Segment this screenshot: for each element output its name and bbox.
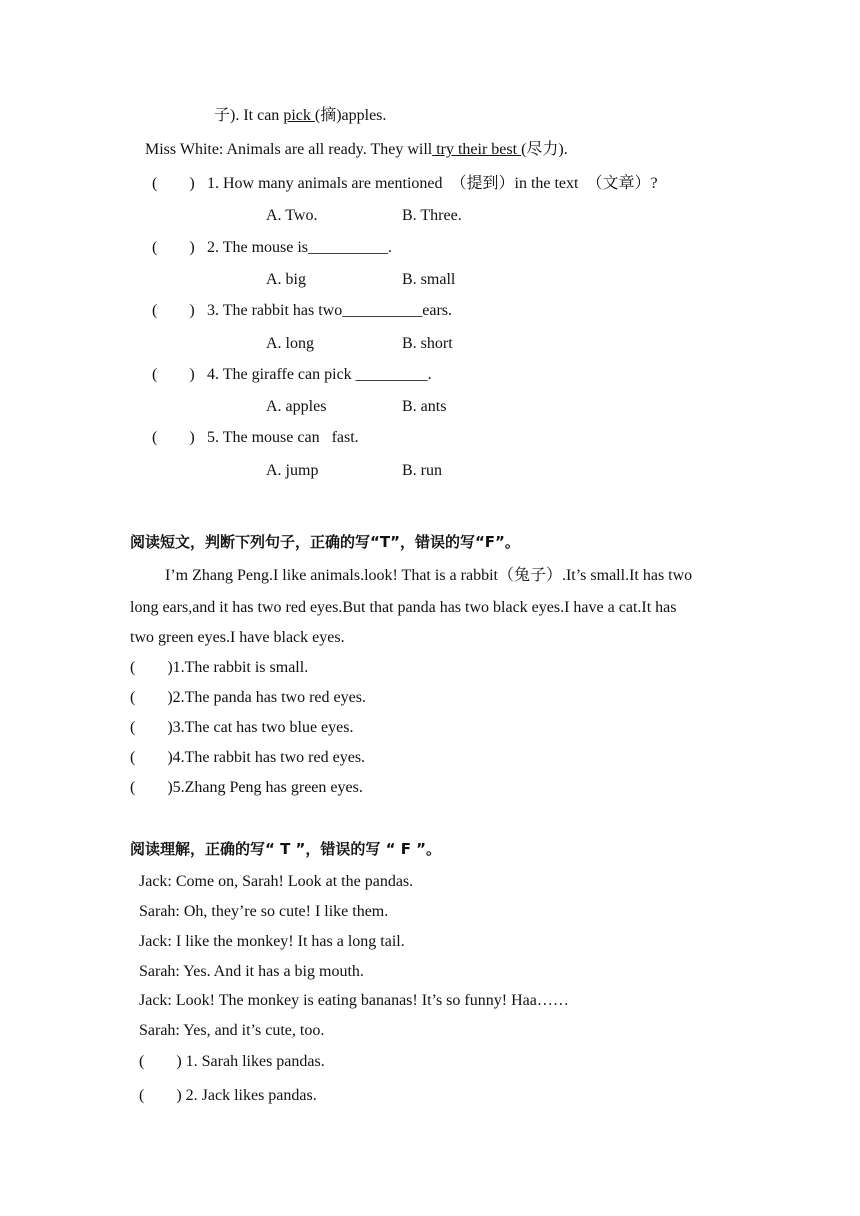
tf-item[interactable]: ( )1.The rabbit is small. [130, 659, 309, 676]
option-b: B. small [402, 271, 456, 288]
question-text: 3. The rabbit has two__________ears. [207, 302, 452, 319]
tf-item[interactable]: ( )3.The cat has two blue eyes. [130, 719, 354, 736]
tf-item[interactable]: ( ) 2. Jack likes pandas. [139, 1087, 317, 1104]
tf-item[interactable]: ( ) 1. Sarah likes pandas. [139, 1053, 325, 1070]
option-b: B. run [402, 462, 442, 479]
answer-blank[interactable]: ( ) [152, 366, 195, 383]
dialogue-line: Sarah: Yes, and it’s cute, too. [139, 1022, 325, 1039]
option-a: A. big [266, 271, 306, 288]
option-b: B. ants [402, 398, 447, 415]
option-a: A. jump [266, 462, 319, 479]
option-a: A. long [266, 335, 314, 352]
answer-blank[interactable]: ( ) [152, 429, 195, 446]
dialogue-line: Jack: I like the monkey! It has a long tail. [139, 933, 405, 950]
option-a: A. apples [266, 398, 327, 415]
section-heading: 阅读理解，正确的写“ T ”，错误的写 “ F ”。 [130, 840, 442, 858]
section-heading: 阅读短文，判断下列句子，正确的写“T”，错误的写“F”。 [130, 533, 520, 551]
option-b: B. short [402, 335, 453, 352]
dialogue-line: Jack: Look! The monkey is eating bananas! It’s so funny! Haa…… [139, 992, 569, 1009]
option-a: A. Two. [266, 207, 318, 224]
dialogue-line: Sarah: Yes. And it has a big mouth. [139, 963, 364, 980]
passage-line: long ears,and it has two red eyes.But that panda has two black eyes.I have a cat.It has [130, 599, 677, 616]
dialogue-line: Sarah: Oh, they’re so cute! I like them. [139, 903, 389, 920]
dialogue-line: Jack: Come on, Sarah! Look at the pandas. [139, 873, 414, 890]
question-text: 5. The mouse can fast. [207, 429, 359, 446]
question-text: 2. The mouse is__________. [207, 239, 393, 256]
passage-line: two green eyes.I have black eyes. [130, 629, 345, 646]
question-text: 4. The giraffe can pick _________. [207, 366, 432, 383]
tf-item[interactable]: ( )2.The panda has two red eyes. [130, 689, 366, 706]
tf-item[interactable]: ( )5.Zhang Peng has green eyes. [130, 779, 363, 796]
answer-blank[interactable]: ( ) [152, 239, 195, 256]
answer-blank[interactable]: ( ) [152, 175, 195, 192]
story-line-pick: 子). It can pick (摘)apples. [214, 107, 387, 124]
story-line-miss-white: Miss White: Animals are all ready. They will try their best (尽力). [145, 141, 568, 158]
option-b: B. Three. [402, 207, 462, 224]
question-text: 1. How many animals are mentioned （提到）in the text （文章）? [207, 175, 658, 192]
tf-item[interactable]: ( )4.The rabbit has two red eyes. [130, 749, 366, 766]
answer-blank[interactable]: ( ) [152, 302, 195, 319]
passage-line: I’m Zhang Peng.I like animals.look! That is a rabbit（兔子）.It’s small.It has two [165, 567, 693, 584]
